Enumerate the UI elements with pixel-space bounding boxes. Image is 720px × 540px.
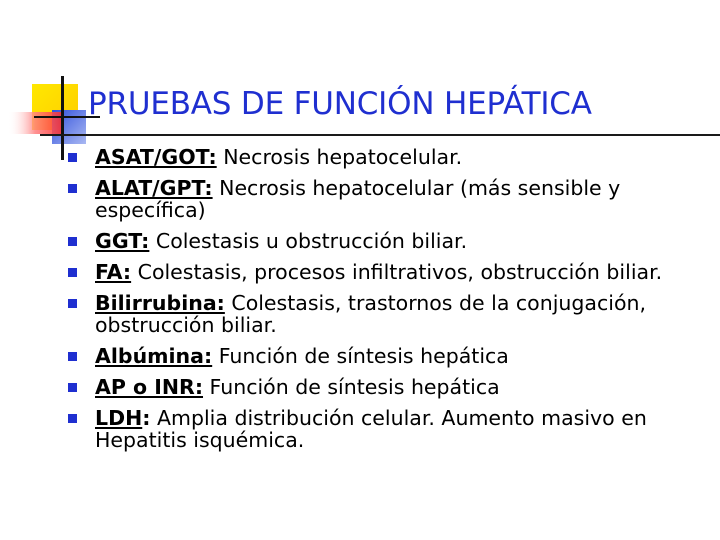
bullet-item-alat-gpt [68, 177, 708, 221]
bullet-square-icon [68, 414, 77, 423]
bullet-term: ASAT/GOT: [95, 145, 217, 169]
bullet-text: Colestasis u obstrucción biliar. [149, 229, 468, 253]
logo-graphic [0, 0, 100, 160]
bullet-square-icon [68, 352, 77, 361]
bullet-text: Función de síntesis hepática [203, 375, 500, 399]
bullet-text: Función de síntesis hepática [212, 344, 509, 368]
bullet-term: Albúmina: [95, 344, 213, 368]
bullet-list [68, 146, 708, 460]
bullet-term: GGT: [95, 229, 150, 253]
bullet-text: Colestasis, procesos infiltrativos, obstrucción biliar. [131, 260, 663, 284]
decorative-logo [0, 0, 100, 160]
bullet-text: Amplia distribución celular. Aumento masivo en Hepatitis isquémica. [95, 406, 647, 452]
bullet-square-icon [68, 383, 77, 392]
title-divider [40, 134, 720, 136]
bullet-square-icon [68, 237, 77, 246]
bullet-item-albumina [68, 345, 708, 367]
bullet-item-bilirrubina [68, 292, 708, 336]
bullet-item-ldh [68, 407, 708, 451]
bullet-square-icon [68, 184, 77, 193]
bullet-term: AP o INR: [95, 375, 204, 399]
bullet-text: Necrosis hepatocelular (más sensible y específica) [95, 176, 621, 222]
bullet-square-icon [68, 299, 77, 308]
bullet-term: LDH [95, 406, 143, 430]
bullet-term: ALAT/GPT: [95, 176, 213, 200]
logo-red-bar [8, 112, 62, 134]
bullet-item-asat-got [68, 146, 708, 168]
bullet-square-icon [68, 153, 77, 162]
bullet-item-ggt [68, 230, 708, 252]
slide-title: PRUEBAS DE FUNCIÓN HEPÁTICA [88, 86, 592, 122]
bullet-square-icon [68, 268, 77, 277]
bullet-term: FA: [95, 260, 132, 284]
bullet-item-ap-inr [68, 376, 708, 398]
bullet-text: Necrosis hepatocelular. [216, 145, 463, 169]
bullet-text: Colestasis, trastornos de la conjugación, obstrucción biliar. [95, 291, 647, 337]
bullet-item-fa [68, 261, 708, 283]
bullet-term-colon: : [142, 406, 151, 430]
bullet-term: Bilirrubina: [95, 291, 225, 315]
